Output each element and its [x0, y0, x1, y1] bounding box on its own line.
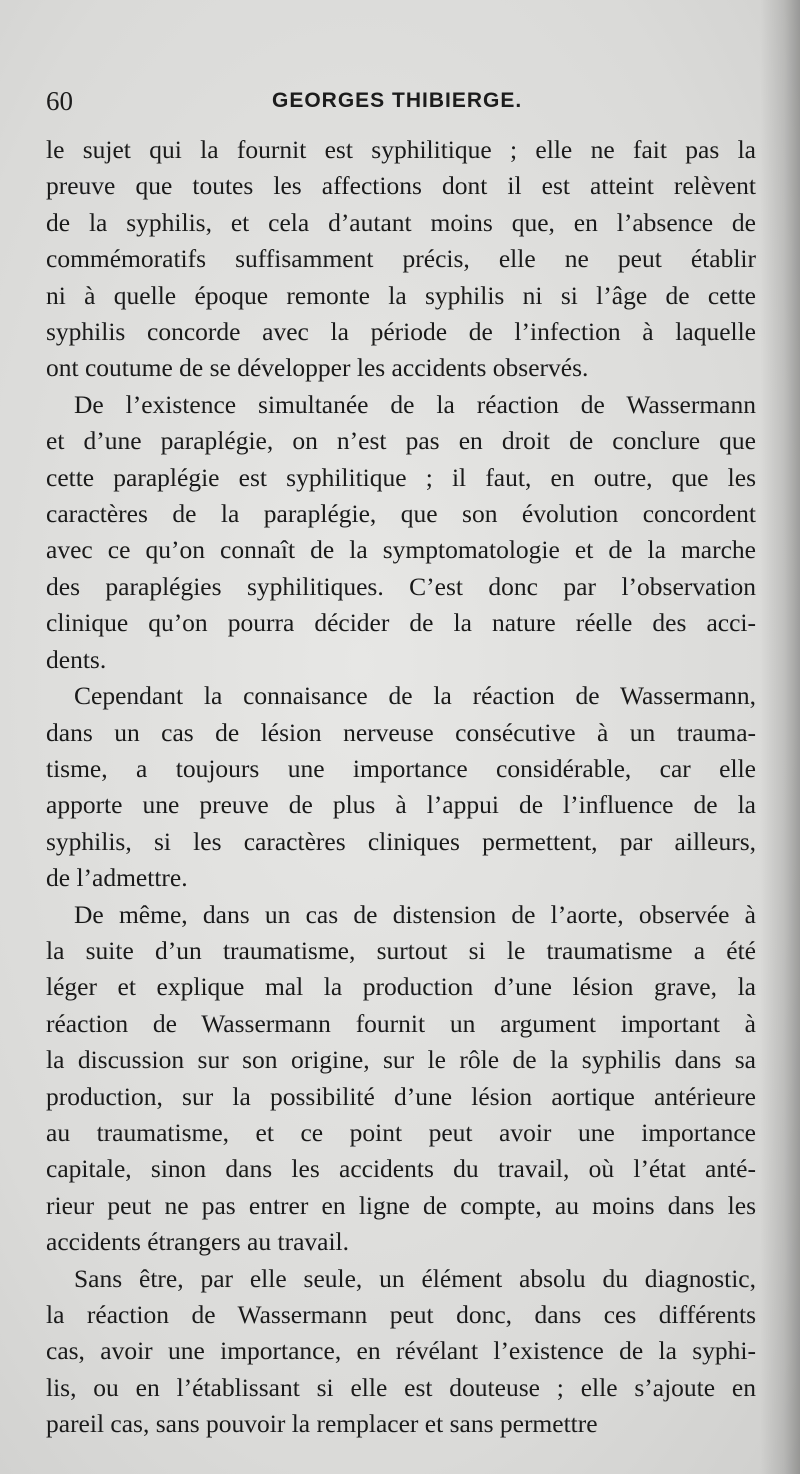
text-line: Sans être, par elle seule, un élément absolu du diagnostic,: [74, 1263, 756, 1293]
text-line: dents.: [46, 644, 107, 674]
text-line: production, sur la possibilité d’une lésion aortique antérieure: [46, 1081, 756, 1111]
text-line: léger et explique mal la production d’une lésion grave, la: [46, 972, 756, 1002]
text-line: cas, avoir une importance, en révélant l’existence de la syphi-: [46, 1336, 756, 1366]
text-line: la suite d’un traumatisme, surtout si le traumatisme a été: [46, 935, 756, 965]
paragraph: [46, 387, 756, 678]
text-line: Cependant la connaisance de la réaction de Wassermann,: [74, 681, 756, 711]
paragraph: [46, 897, 756, 1261]
text-line: rieur peut ne pas entrer en ligne de compte, au moins dans les: [46, 1190, 756, 1220]
paragraph: [46, 132, 756, 387]
text-line: syphilis, si les caractères cliniques permettent, par ailleurs,: [46, 826, 756, 856]
body-text: [46, 132, 756, 1443]
text-line: de la syphilis, et cela d’autant moins que, en l’absence de: [46, 207, 756, 237]
text-line: tisme, a toujours une importance considérable, car elle: [46, 753, 756, 783]
text-line: pareil cas, sans pouvoir la remplacer et sans permettre: [46, 1409, 598, 1439]
text-line: preuve que toutes les affections dont il est atteint relèvent: [46, 171, 756, 201]
text-line: syphilis concorde avec la période de l’infection à laquelle: [46, 317, 756, 347]
paragraph: [46, 1261, 756, 1443]
page-header: [46, 86, 756, 120]
text-line: apporte une preuve de plus à l’appui de l’influence de la: [46, 790, 756, 820]
text-line: ont coutume de se développer les accidents observés.: [46, 353, 589, 383]
text-line: la discussion sur son origine, sur le rôle de la syphilis dans sa: [46, 1045, 756, 1075]
text-line: le sujet qui la fournit est syphilitique ; elle ne fait pas la: [46, 135, 756, 164]
text-line: et d’une paraplégie, on n’est pas en droit de conclure que: [46, 426, 756, 456]
text-line: De l’existence simultanée de la réaction de Wassermann: [74, 389, 756, 419]
text-line: accidents étrangers au travail.: [46, 1227, 350, 1257]
text-line: avec ce qu’on connaît de la symptomatologie et de la marche: [46, 535, 756, 565]
text-line: De même, dans un cas de distension de l’aorte, observée à: [74, 899, 756, 929]
text-line: dans un cas de lésion nerveuse consécutive à un trauma-: [46, 717, 756, 747]
text-line: des paraplégies syphilitiques. C’est donc par l’observation: [46, 571, 756, 601]
text-line: réaction de Wassermann fournit un argument important à: [46, 1008, 756, 1038]
text-line: clinique qu’on pourra décider de la nature réelle des acci-: [46, 608, 756, 638]
text-line: de l’admettre.: [46, 863, 188, 893]
text-line: lis, ou en l’établissant si elle est douteuse ; elle s’ajoute en: [46, 1372, 756, 1402]
page-edge-shadow: [760, 0, 800, 1474]
text-line: la réaction de Wassermann peut donc, dans ces différents: [46, 1300, 756, 1329]
text-line: caractères de la paraplégie, que son évolution concordent: [46, 499, 756, 529]
text-line: commémoratifs suffisamment précis, elle ne peut établir: [46, 244, 756, 274]
page-number: 60: [46, 86, 73, 116]
text-line: cette paraplégie est syphilitique ; il faut, en outre, que les: [46, 462, 756, 492]
paragraph: [46, 678, 756, 896]
text-line: capitale, sinon dans les accidents du travail, où l’état anté-: [46, 1154, 756, 1184]
running-title: GEORGES THIBIERGE.: [272, 89, 523, 112]
text-line: ni à quelle époque remonte la syphilis ni si l’âge de cette: [46, 280, 756, 310]
text-line: au traumatisme, et ce point peut avoir une importance: [46, 1117, 756, 1147]
